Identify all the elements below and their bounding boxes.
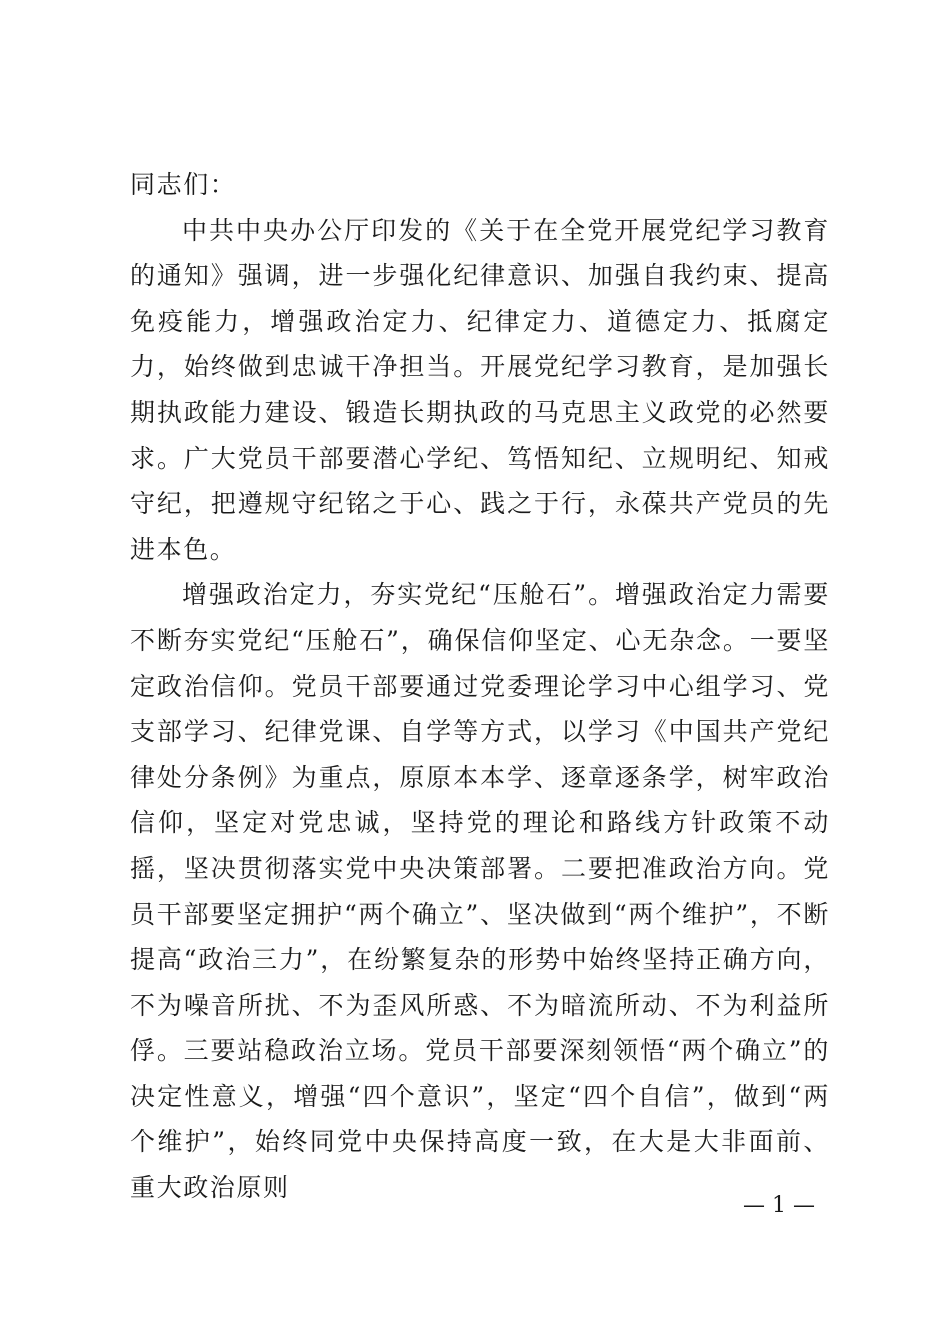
- page-number: — 1 —: [743, 1193, 815, 1218]
- paragraph-political-stability: 增强政治定力，夯实党纪“压舱石”。增强政治定力需要不断夯实党纪“压舱石”，确保信仰坚定、心无杂念。一要坚定政治信仰。党员干部要通过党委理论学习中心组学习、党支部学习、纪律党课、自学等方式，以学习《中国共产党纪律处分条例》为重点，原原本本学、逐章逐条学，树牢政治信仰，坚定对党忠诚，坚持党的理论和路线方针政策不动摇，坚决贯彻落实党中央决策部署。二要把准政治方向。党员干部要坚定拥护“两个确立”、坚决做到“两个维护”，不断提高“政治三力”，在纷繁复杂的形势中始终坚持正确方向，不为噪音所扰、不为歪风所惑、不为暗流所动、不为利益所俘。三要站稳政治立场。党员干部要深刻领悟“两个确立”的决定性意义，增强“四个意识”，坚定“四个自信”，做到“两个维护”，始终同党中央保持高度一致，在大是大非面前、重大政治原则: [130, 580, 830, 1203]
- salutation: 同志们：: [130, 170, 237, 199]
- document-body: [130, 162, 830, 1211]
- paragraph-intro: 中共中央办公厅印发的《关于在全党开展党纪学习教育的通知》强调，进一步强化纪律意识、加强自我约束、提高免疫能力，增强政治定力、纪律定力、道德定力、抵腐定力，始终做到忠诚干净担当。开展党纪学习教育，是加强长期执政能力建设、锻造长期执政的马克思主义政党的必然要求。广大党员干部要潜心学纪、笃悟知纪、立规明纪、知戒守纪，把遵规守纪铭之于心、践之于行，永葆共产党员的先进本色。: [130, 215, 830, 564]
